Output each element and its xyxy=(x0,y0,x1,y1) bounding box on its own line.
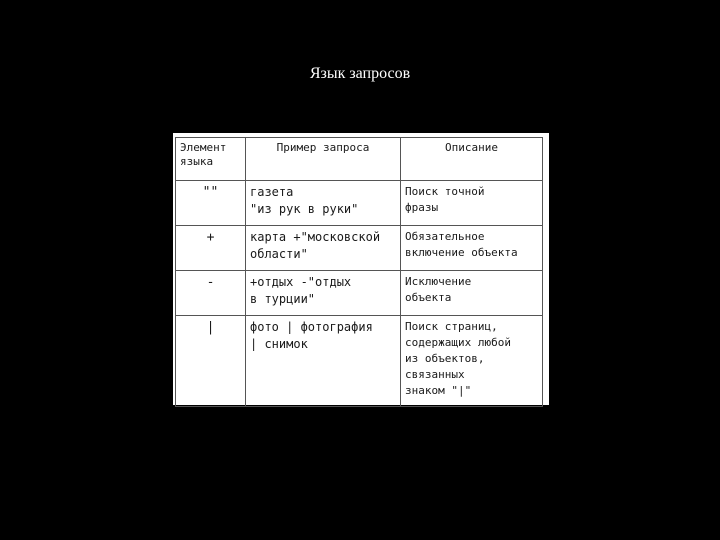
table-row xyxy=(176,316,543,407)
cell-description-line: Поиск страниц, xyxy=(405,320,498,333)
cell-element: - xyxy=(176,271,246,316)
cell-description xyxy=(401,181,543,226)
cell-description-line: включение объекта xyxy=(405,246,518,259)
cell-example xyxy=(246,181,401,226)
cell-description-line: Поиск точной xyxy=(405,185,485,198)
cell-description xyxy=(401,226,543,271)
cell-example-line: +отдых -"отдых xyxy=(250,275,352,289)
cell-description-line: фразы xyxy=(405,201,439,214)
cell-description xyxy=(401,271,543,316)
cell-description-line: связанных xyxy=(405,368,465,381)
table-row xyxy=(176,181,543,226)
cell-description-line: из объектов, xyxy=(405,352,485,365)
header-description: Описание xyxy=(401,138,543,181)
cell-example-line: карта +"московской xyxy=(250,230,381,244)
cell-example-line: в турции" xyxy=(250,292,316,306)
cell-example xyxy=(246,271,401,316)
table-header-row xyxy=(176,138,543,181)
cell-example xyxy=(246,226,401,271)
table-row xyxy=(176,226,543,271)
cell-element: + xyxy=(176,226,246,271)
query-language-table xyxy=(175,137,543,407)
cell-description-line: знаком "|" xyxy=(405,384,472,397)
cell-element: "" xyxy=(176,181,246,226)
query-language-table-image xyxy=(173,133,549,405)
header-element xyxy=(176,138,246,181)
cell-description-line: содержащих любой xyxy=(405,336,511,349)
cell-description xyxy=(401,316,543,407)
cell-example-line: | снимок xyxy=(250,337,308,351)
cell-element: | xyxy=(176,316,246,407)
header-example: Пример запроса xyxy=(246,138,401,181)
cell-example-line: области" xyxy=(250,247,308,261)
header-element-line-2: языка xyxy=(180,155,214,168)
cell-description-line: Исключение xyxy=(405,275,472,288)
table-row xyxy=(176,271,543,316)
cell-example-line: газета xyxy=(250,185,294,199)
slide-title: Язык запросов xyxy=(309,65,411,82)
cell-description-line: Обязательное xyxy=(405,230,485,243)
cell-description-line: объекта xyxy=(405,291,452,304)
cell-example-line: "из рук в руки" xyxy=(250,202,359,216)
header-element-line-1: Элемент xyxy=(180,141,227,154)
cell-example xyxy=(246,316,401,407)
cell-example-line: фото | фотография xyxy=(250,320,373,334)
